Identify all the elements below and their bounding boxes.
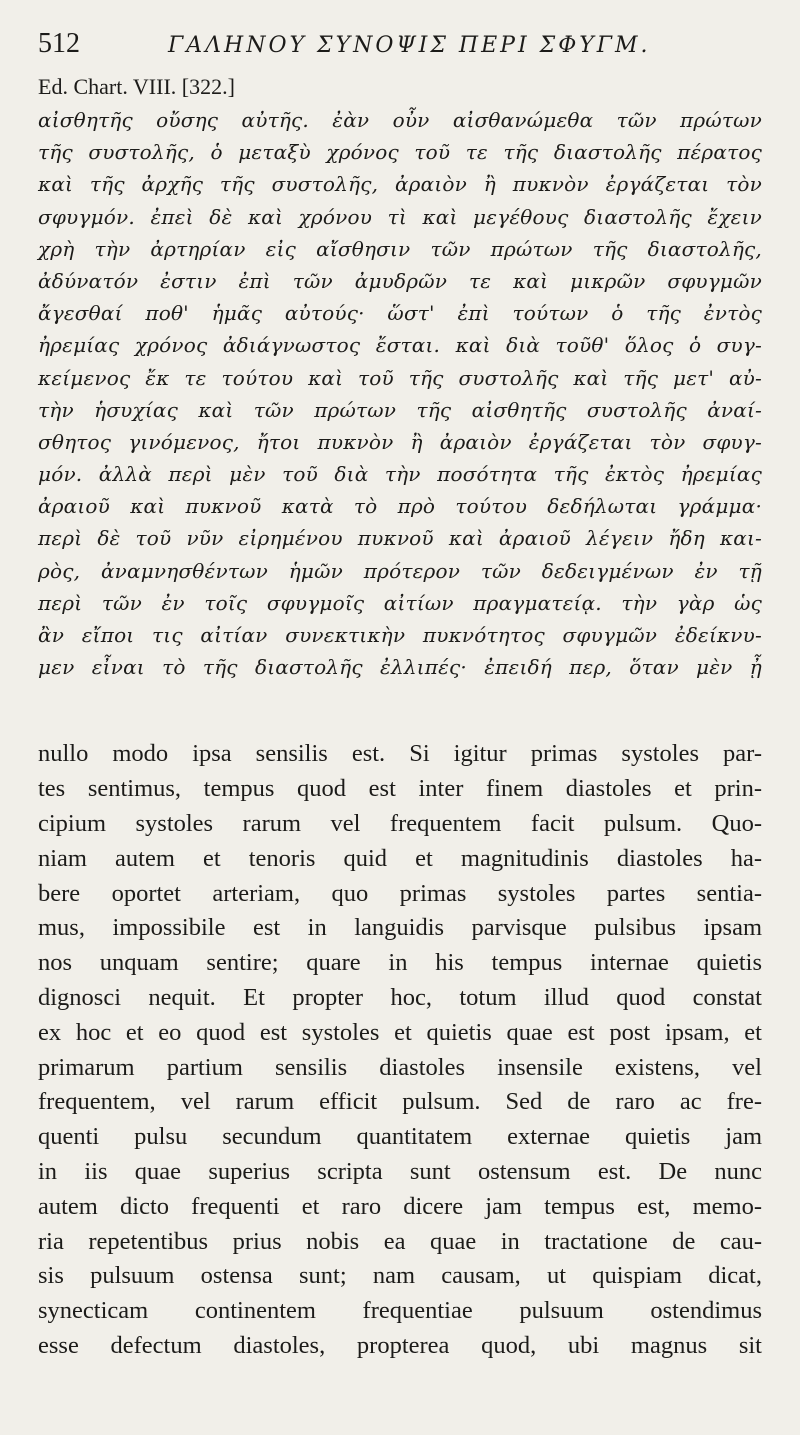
- latin-text-line: synecticam continentem frequentiae pulsuum ostendimus: [38, 1297, 762, 1325]
- page-number: 512: [38, 28, 80, 59]
- greek-text-line: μόν. ἀλλὰ περὶ μὲν τοῦ διὰ τὴν ποσότητα τῆς ἐκτὸς ἠρεμίας: [38, 462, 762, 487]
- running-title: ΓΑΛΗΝΟΥ ΣΥΝΟΨΙΣ ΠΕΡΙ ΣΦΥΓΜ.: [168, 33, 651, 58]
- greek-text-line: ἀραιοῦ καὶ πυκνοῦ κατὰ τὸ πρὸ τούτου δεδήλωται γράμμα·: [38, 494, 762, 519]
- greek-text-line: σφυγμόν. ἐπεὶ δὲ καὶ χρόνου τὶ καὶ μεγέθους διαστολῆς ἔχειν: [38, 204, 762, 229]
- latin-text-line: sis pulsuum ostensa sunt; nam causam, ut quispiam dicat,: [38, 1262, 762, 1290]
- latin-text-line: nullo modo ipsa sensilis est. Si igitur primas systoles par-: [38, 740, 762, 768]
- latin-text-line: esse defectum diastoles, propterea quod, ubi magnus sit: [38, 1331, 762, 1359]
- latin-text-line: dignosci nequit. Et propter hoc, totum illud quod constat: [38, 983, 762, 1011]
- greek-text-block: [38, 104, 762, 683]
- greek-text-line: ρὸς, ἀναμνησθέντων ἡμῶν πρότερον τῶν δεδειγμένων ἐν τῇ: [38, 558, 762, 583]
- latin-text-line: primarum partium sensilis diastoles insensile existens, vel: [38, 1053, 762, 1081]
- greek-text-line: χρὴ τὴν ἀρτηρίαν εἰς αἴσθησιν τῶν πρώτων τῆς διαστολῆς,: [38, 236, 762, 261]
- greek-text-line: τῆς συστολῆς, ὁ μεταξὺ χρόνος τοῦ τε τῆς διαστολῆς πέρατος: [38, 140, 762, 165]
- greek-text-line: περὶ δὲ τοῦ νῦν εἰρημένου πυκνοῦ καὶ ἀραιοῦ λέγειν ἤδη και-: [38, 526, 762, 551]
- greek-text-line: ἄγεσθαί ποθ' ἡμᾶς αὐτούς· ὥστ' ἐπὶ τούτων ὁ τῆς ἐντὸς: [38, 301, 762, 326]
- latin-text-line: mus, impossibile est in languidis parvisque pulsibus ipsam: [38, 914, 762, 942]
- latin-text-line: tes sentimus, tempus quod est inter finem diastoles et prin-: [38, 775, 762, 803]
- greek-text-line: κείμενος ἔκ τε τούτου καὶ τοῦ τῆς συστολῆς καὶ τῆς μετ' αὐ-: [38, 365, 762, 390]
- greek-text-line: ἠρεμίας χρόνος ἀδιάγνωστος ἔσται. καὶ διὰ τοῦθ' ὅλος ὁ συγ-: [38, 333, 762, 358]
- greek-text-line: μεν εἶναι τὸ τῆς διαστολῆς ἐλλιπές· ἐπειδή περ, ὅταν μὲν ᾖ: [38, 655, 762, 680]
- greek-text-line: καὶ τῆς ἀρχῆς τῆς συστολῆς, ἀραιὸν ἢ πυκνὸν ἐργάζεται τὸν: [38, 172, 762, 197]
- edition-reference: Ed. Chart. VIII. [322.]: [38, 74, 235, 99]
- latin-text-line: ex hoc et eo quod est systoles et quietis quae est post ipsam, et: [38, 1018, 762, 1046]
- running-head: [38, 28, 762, 64]
- greek-text-line: ἀδύνατόν ἐστιν ἐπὶ τῶν ἀμυδρῶν τε καὶ μικρῶν σφυγμῶν: [38, 268, 762, 293]
- latin-text-block: [38, 737, 762, 1363]
- latin-text-line: nos unquam sentire; quare in his tempus internae quietis: [38, 949, 762, 977]
- latin-text-line: frequentem, vel rarum efficit pulsum. Sed de raro ac fre-: [38, 1088, 762, 1116]
- greek-text-line: σθητος γινόμενος, ἤτοι πυκνὸν ἢ ἀραιὸν ἐργάζεται τὸν σφυγ-: [38, 429, 762, 454]
- latin-text-line: cipium systoles rarum vel frequentem facit pulsum. Quo-: [38, 809, 762, 837]
- greek-text-line: αἰσθητῆς οὔσης αὐτῆς. ἐὰν οὖν αἰσθανώμεθα τῶν πρώτων: [38, 108, 762, 132]
- latin-text-line: quenti pulsu secundum quantitatem externae quietis jam: [38, 1123, 762, 1151]
- greek-text-line: περὶ τῶν ἐν τοῖς σφυγμοῖς αἰτίων πραγματείᾳ. τὴν γὰρ ὡς: [38, 590, 762, 615]
- greek-text-line: ἂν εἴποι τις αἰτίαν συνεκτικὴν πυκνότητος σφυγμῶν ἐδείκνυ-: [38, 623, 762, 647]
- latin-text-line: bere oportet arteriam, quo primas systoles partes sentia-: [38, 879, 762, 907]
- latin-text-line: autem dicto frequenti et raro dicere jam tempus est, memo-: [38, 1192, 762, 1220]
- latin-text-line: ria repetentibus prius nobis ea quae in tractatione de cau-: [38, 1227, 762, 1255]
- latin-text-line: niam autem et tenoris quid et magnitudinis diastoles ha-: [38, 844, 762, 872]
- latin-text-line: in iis quae superius scripta sunt ostensum est. De nunc: [38, 1157, 762, 1185]
- greek-text-line: τὴν ἡσυχίας καὶ τῶν πρώτων τῆς αἰσθητῆς συστολῆς ἀναί-: [38, 397, 762, 422]
